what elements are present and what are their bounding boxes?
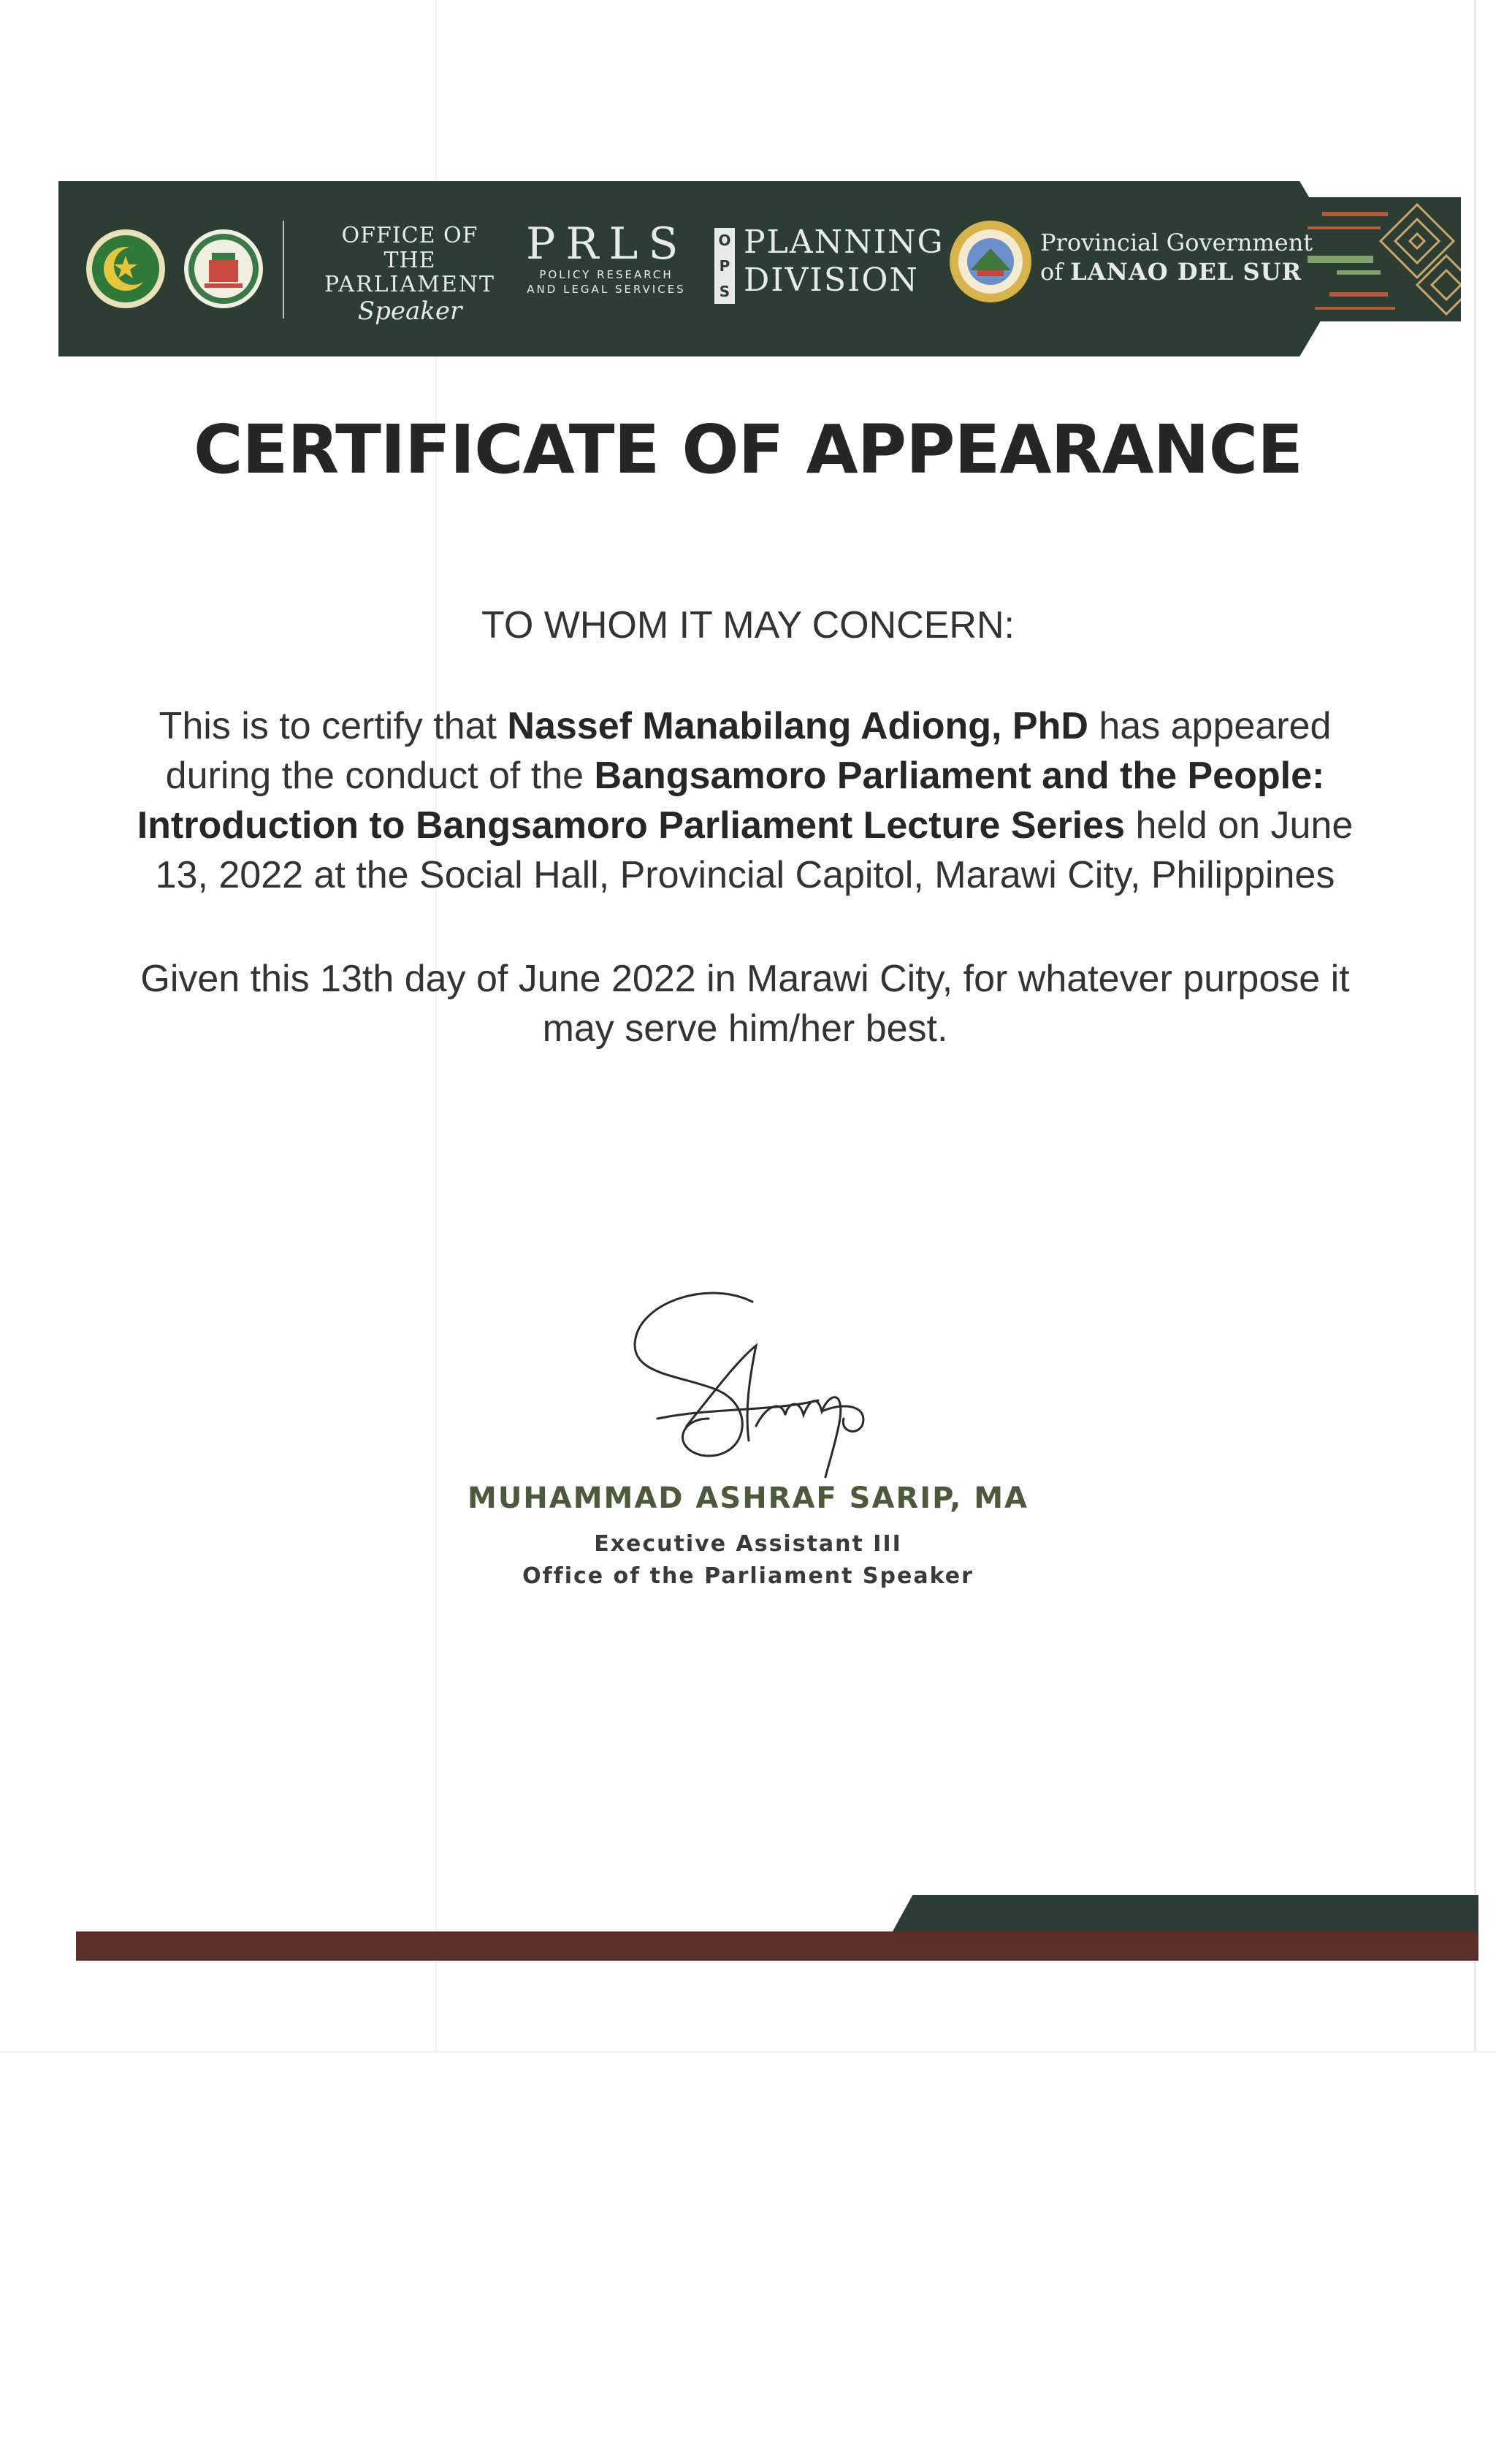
planning-line-2: DIVISION: [744, 262, 919, 299]
provincial-government-logotype: [1040, 228, 1318, 286]
office-of-parliament-speaker-logotype: [314, 224, 505, 325]
ops-letter-s: S: [719, 282, 730, 300]
prls-line-1: POLICY RESEARCH: [539, 268, 673, 281]
prls-logotype: [526, 218, 689, 297]
signatory-position: Executive Assistant III: [594, 1531, 902, 1557]
provincial-line-2-prefix: of: [1040, 258, 1064, 286]
handwritten-signature-icon: [599, 1273, 906, 1492]
certificate-title: CERTIFICATE OF APPEARANCE: [194, 411, 1302, 489]
certification-paragraph: [117, 701, 1373, 900]
provincial-line-1: Provincial Government: [1040, 229, 1313, 256]
bangsamoro-crescent-seal-icon: [85, 228, 167, 310]
planning-line-1: PLANNING: [744, 224, 944, 261]
signatory-name: MUHAMMAD ASHRAF SARIP, MA: [468, 1481, 1028, 1515]
p1-details: held on June 13, 2022 at the Social Hall, Provincial Capitol, Marawi City, Philippines: [155, 804, 1354, 896]
office-line-1: OFFICE OF THE: [341, 223, 478, 273]
office-line-2: PARLIAMENT: [324, 272, 495, 298]
p1-intro: This is to certify that: [159, 705, 508, 747]
given-paragraph: Given this 13th day of June 2022 in Marawi City, for whatever purpose it may serve him/her best.: [140, 958, 1350, 1050]
prls-title: PRLS: [526, 218, 689, 270]
office-line-3: Speaker: [357, 296, 462, 326]
provincial-line-2-name: LANAO DEL SUR: [1070, 258, 1302, 286]
header-divider: [283, 221, 284, 319]
ops-letter-o: O: [718, 232, 731, 250]
ops-letter-p: P: [719, 256, 730, 275]
salutation: TO WHOM IT MAY CONCERN:: [481, 604, 1015, 646]
attendee-name: Nassef Manabilang Adiong, PhD: [507, 705, 1088, 747]
ops-vertical-badge: [714, 228, 735, 304]
planning-division-logotype: [744, 224, 944, 300]
woven-pattern-decoration: [1308, 197, 1461, 321]
paper-bottom-edge: [0, 2051, 1496, 2053]
event-name: Bangsamoro Parliament and the People: Introduction to Bangsamoro Parliament Lecture Series: [137, 755, 1325, 847]
prls-line-2: AND LEGAL SERVICES: [527, 283, 686, 296]
p1-middle: has appeared during the conduct of the: [165, 705, 1332, 797]
provincial-line-2: [1040, 257, 1318, 286]
footer-brown-bar: [76, 1931, 1478, 1961]
bangsamoro-parliament-seal-icon: [183, 228, 264, 310]
paper-right-edge: [1474, 0, 1476, 2053]
lanao-del-sur-seal-icon: [948, 219, 1033, 304]
signatory-office: Office of the Parliament Speaker: [522, 1563, 974, 1589]
